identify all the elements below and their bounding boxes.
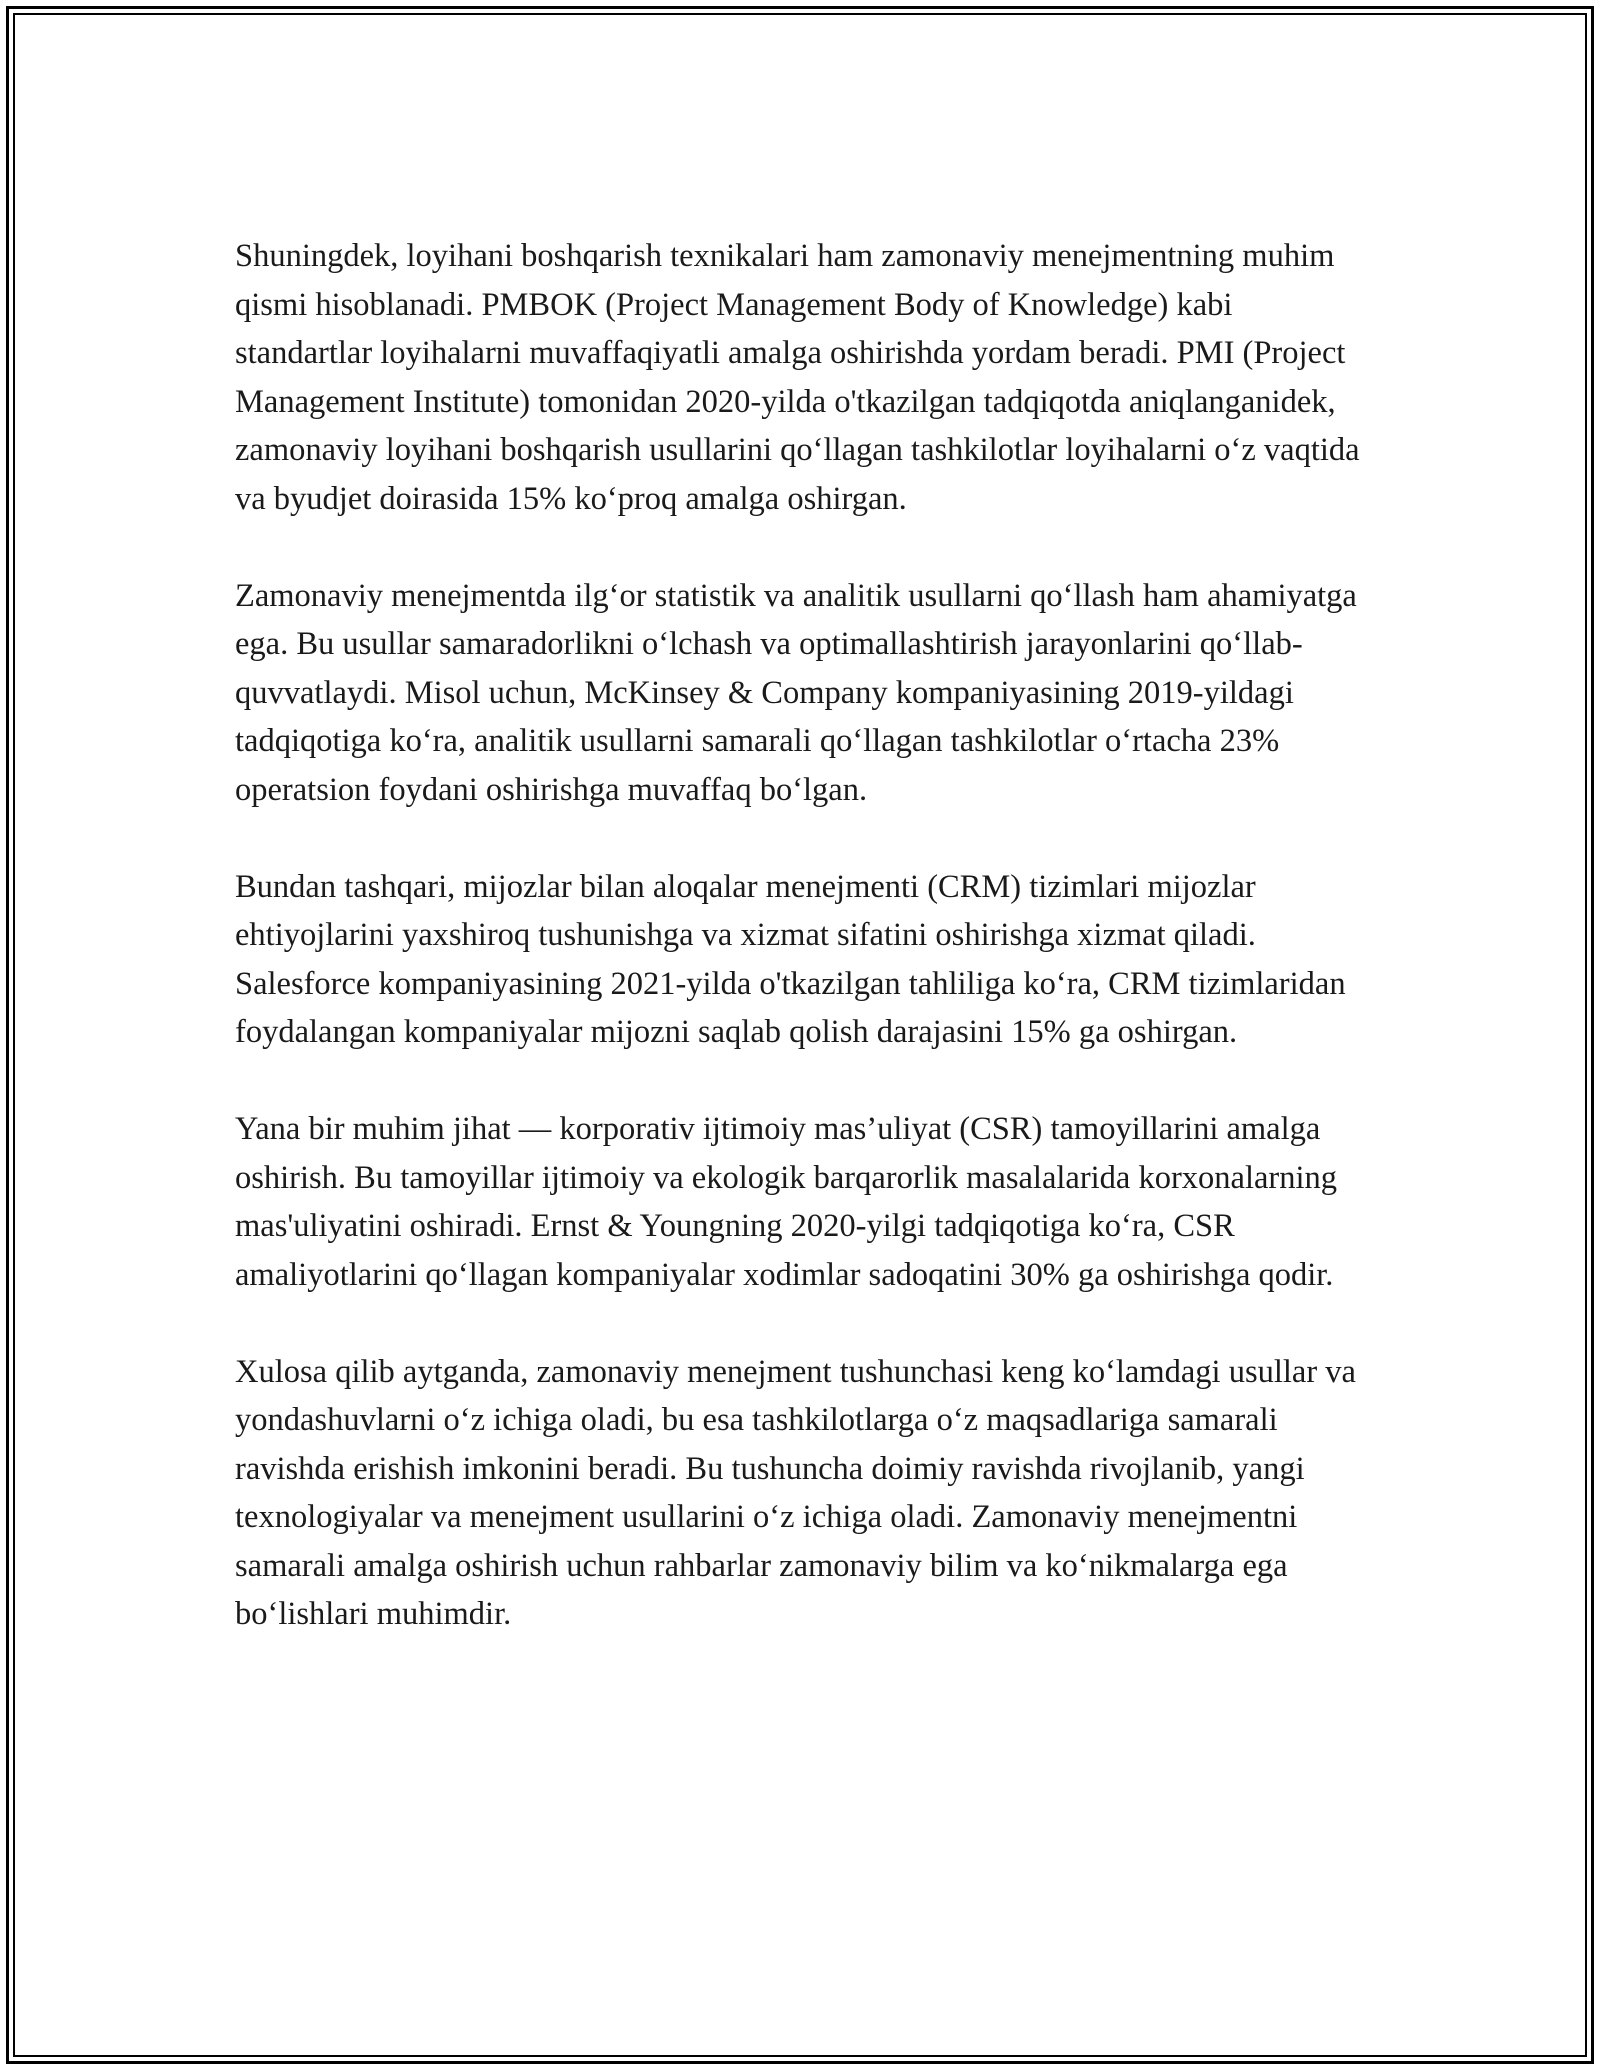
- paragraph-crm: Bundan tashqari, mijozlar bilan aloqalar menejmenti (CRM) tizimlari mijozlar ehtiyojlarini yaxshiroq tushunishga va xizmat sifatini oshirishga xizmat qiladi. Salesforce kompaniyasining 2021-yilda o'tkazilgan tahliliga ko‘ra, CRM tizimlaridan foydalangan kompaniyalar mijozni saqlab qolish darajasini 15% ga oshirgan.: [235, 868, 1346, 1050]
- paragraph-csr: Yana bir muhim jihat — korporativ ijtimoiy mas’uliyat (CSR) tamoyillarini amalga oshirish. Bu tamoyillar ijtimoiy va ekologik barqarorlik masalalarida korxonalarning mas'uliyatini oshiradi. Ernst & Youngning 2020-yilgi tadqiqotiga ko‘ra, CSR amaliyotlarini qo‘llagan kompaniyalar xodimlar sadoqatini 30% ga oshirishga qodir.: [235, 1111, 1338, 1293]
- document-body: [235, 232, 1375, 1639]
- paragraph-analytics: Zamonaviy menejmentda ilg‘or statistik va analitik usullarni qo‘llash ham ahamiyatga ega. Bu usullar samaradorlikni o‘lchash va optimallashtirish jarayonlarini qo‘llab-quvvatlaydi. Misol uchun, McKinsey & Company kompaniyasining 2019-yildagi tadqiqotiga ko‘ra, analitik usullarni samarali qo‘llagan tashkilotlar o‘rtacha 23% operatsion foydani oshirishga muvaffaq bo‘lgan.: [235, 577, 1357, 808]
- paragraph-conclusion: Xulosa qilib aytganda, zamonaviy menejment tushunchasi keng ko‘lamdagi usullar va yondashuvlarni o‘z ichiga oladi, bu esa tashkilotlarga o‘z maqsadlariga samarali ravishda erishish imkonini beradi. Bu tushuncha doimiy ravishda rivojlanib, yangi texnologiyalar va menejment usullarini o‘z ichiga oladi. Zamonaviy menejmentni samarali amalga oshirish uchun rahbarlar zamonaviy bilim va ko‘nikmalarga ega bo‘lishlari muhimdir.: [235, 1353, 1356, 1632]
- paragraph-project-management: Shuningdek, loyihani boshqarish texnikalari ham zamonaviy menejmentning muhim qismi hisoblanadi. PMBOK (Project Management Body of Knowledge) kabi standartlar loyihalarni muvaffaqiyatli amalga oshirishda yordam beradi. PMI (Project Management Institute) tomonidan 2020-yilda o'tkazilgan tadqiqotda aniqlanganidek, zamonaviy loyihani boshqarish usullarini qo‘llagan tashkilotlar loyihalarni o‘z vaqtida va byudjet doirasida 15% ko‘proq amalga oshirgan.: [235, 238, 1360, 517]
